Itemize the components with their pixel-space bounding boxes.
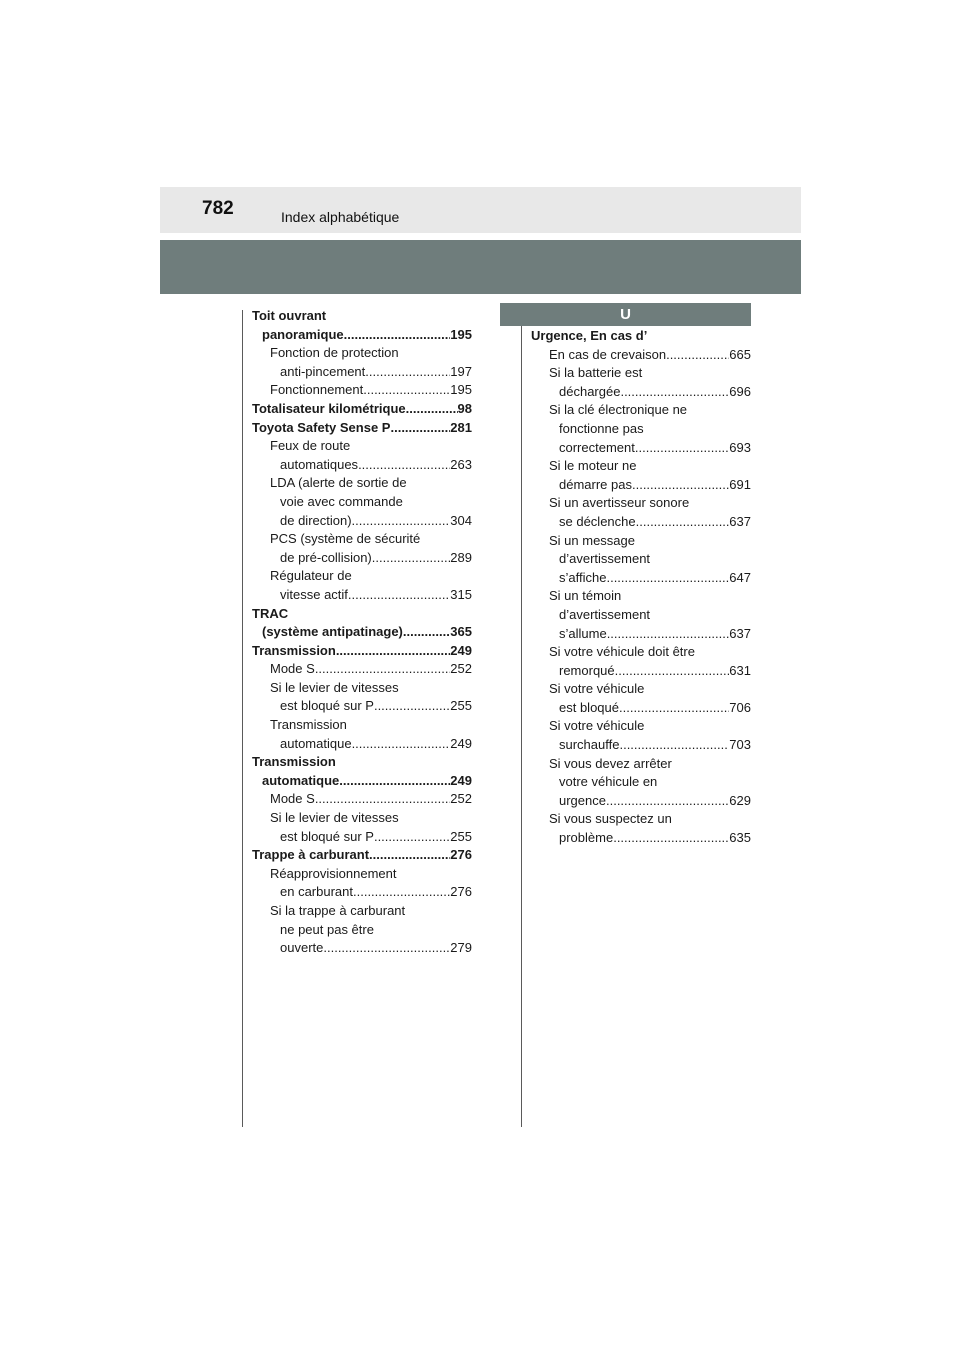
index-entry [531, 383, 751, 402]
index-entry [531, 773, 751, 792]
index-entry [531, 810, 751, 829]
dot-leader [372, 549, 451, 568]
dot-leader [344, 326, 451, 345]
entry-text: fonctionne pas [559, 420, 644, 436]
index-entry [252, 474, 472, 493]
index-column-right [531, 327, 751, 848]
index-entry [252, 493, 472, 512]
entry-text: est bloqué [559, 699, 619, 715]
index-entry [252, 883, 472, 902]
page-reference[interactable]: 315 [450, 586, 472, 602]
index-entry [531, 476, 751, 495]
dot-leader [352, 735, 451, 754]
page-reference[interactable]: 197 [450, 363, 472, 379]
index-entry [531, 606, 751, 625]
page-reference[interactable]: 255 [450, 828, 472, 844]
index-entry [252, 697, 472, 716]
page-reference[interactable]: 276 [450, 884, 472, 900]
entry-text: d’avertissement [559, 606, 651, 622]
index-entry [531, 346, 751, 365]
page-number: 782 [202, 198, 234, 219]
index-entry [252, 735, 472, 754]
entry-text: Si votre véhicule [549, 718, 645, 734]
dot-leader [403, 623, 450, 642]
page-reference[interactable]: 249 [450, 642, 472, 658]
index-entry [252, 809, 472, 828]
index-entry [531, 569, 751, 588]
entry-text: correctement [559, 439, 635, 455]
dot-leader [363, 381, 450, 400]
page-reference[interactable]: 365 [450, 624, 472, 640]
index-entry [252, 772, 472, 791]
entry-text: panoramique [262, 326, 344, 342]
dot-leader [369, 846, 450, 865]
entry-text: TRAC [252, 605, 289, 621]
dot-leader [339, 772, 450, 791]
index-entry [252, 586, 472, 605]
column-divider-left [242, 310, 243, 1127]
entry-text: Mode S [270, 661, 315, 677]
index-entry [252, 419, 472, 438]
entry-text: Transmission [252, 642, 336, 658]
index-entry [531, 717, 751, 736]
index-entry [252, 307, 472, 326]
dot-leader [635, 439, 729, 458]
entry-text: En cas de crevaison [549, 346, 667, 362]
dot-leader [365, 363, 450, 382]
entry-text: Si le levier de vitesses [270, 679, 399, 695]
entry-text: Réapprovisionnement [270, 865, 397, 881]
entry-text: de direction) [280, 512, 352, 528]
entry-text: voie avec commande [280, 493, 403, 509]
index-entry [531, 550, 751, 569]
entry-text: de pré-collision) [280, 549, 372, 565]
entry-text: d’avertissement [559, 551, 651, 567]
index-entry [252, 363, 472, 382]
page-reference[interactable]: 647 [729, 569, 751, 585]
entry-text: Toit ouvrant [252, 308, 327, 323]
page-reference[interactable]: 195 [450, 382, 472, 398]
index-entry [531, 532, 751, 551]
index-column-left [252, 307, 472, 958]
page-reference[interactable]: 693 [729, 439, 751, 455]
entry-text: Régulateur de [270, 568, 352, 584]
entry-text: démarre pas [559, 476, 632, 492]
index-entry [252, 530, 472, 549]
index-entry [531, 792, 751, 811]
entry-text: Si un témoin [549, 588, 622, 604]
index-entry [252, 679, 472, 698]
entry-text: déchargée [559, 383, 621, 399]
entry-text: Si votre véhicule doit être [549, 644, 695, 660]
page-reference[interactable]: 276 [450, 847, 472, 863]
index-entry [531, 364, 751, 383]
entry-text: remorqué [559, 662, 615, 678]
page-header [160, 187, 801, 233]
page-reference[interactable]: 252 [450, 791, 472, 807]
dot-leader [315, 790, 450, 809]
page-reference[interactable]: 631 [729, 662, 751, 678]
dot-leader [323, 939, 450, 958]
entry-text: Si vous devez arrêter [549, 755, 672, 771]
entry-text: ouverte [280, 940, 324, 956]
dot-leader [615, 662, 730, 681]
index-entry [252, 642, 472, 661]
entry-text: Urgence, En cas d’ [531, 328, 648, 343]
dot-leader [636, 513, 730, 532]
index-entry [252, 549, 472, 568]
entry-text: Trappe à carburant [252, 847, 370, 863]
entry-text: Si un message [549, 532, 635, 548]
index-entry [531, 699, 751, 718]
page-reference[interactable]: 249 [450, 735, 472, 751]
entry-text: en carburant [280, 884, 353, 900]
entry-text: Fonction de protection [270, 345, 399, 361]
entry-text: Transmission [270, 717, 347, 733]
dot-leader [390, 419, 450, 438]
dot-leader [619, 699, 729, 718]
index-entry [531, 401, 751, 420]
dot-leader [607, 625, 730, 644]
page-reference[interactable]: 98 [457, 400, 472, 416]
index-entry [531, 662, 751, 681]
entry-text: est bloqué sur P [280, 698, 374, 714]
dot-leader [606, 792, 729, 811]
entry-text: vitesse actif [280, 586, 348, 602]
dot-leader [374, 697, 450, 716]
index-entry [252, 865, 472, 884]
index-entry [252, 456, 472, 475]
entry-text: anti-pincement [280, 363, 366, 379]
entry-text: Fonctionnement [270, 382, 364, 398]
dot-leader [619, 736, 729, 755]
dot-leader [632, 476, 729, 495]
dot-leader [315, 660, 450, 679]
page-reference[interactable]: 665 [729, 346, 751, 362]
index-entry [531, 513, 751, 532]
entry-text: problème [559, 830, 614, 846]
dot-leader [666, 346, 729, 365]
index-entry [252, 660, 472, 679]
page-reference[interactable]: 289 [450, 549, 472, 565]
dot-leader [620, 383, 729, 402]
page-reference[interactable]: 249 [450, 772, 472, 788]
entry-text: (système antipatinage) [262, 624, 403, 640]
dot-leader [406, 400, 458, 419]
index-entry [252, 921, 472, 940]
dot-leader [606, 569, 729, 588]
dot-leader [348, 586, 450, 605]
entry-text: urgence [559, 792, 606, 808]
index-entry [531, 829, 751, 848]
dot-leader [336, 642, 450, 661]
dot-leader [358, 456, 450, 475]
index-entry [252, 437, 472, 456]
entry-text: s’affiche [559, 569, 607, 585]
column-divider-middle [521, 310, 522, 1127]
entry-text: surchauffe [559, 737, 620, 753]
index-entry [252, 939, 472, 958]
page-reference[interactable]: 637 [729, 625, 751, 641]
page-reference[interactable]: 706 [729, 699, 751, 715]
index-entry [531, 420, 751, 439]
index-entry [531, 587, 751, 606]
index-entry [252, 605, 472, 624]
index-entry [252, 902, 472, 921]
index-entry [531, 680, 751, 699]
entry-text: Si la trappe à carburant [270, 903, 406, 918]
entry-text: automatique [262, 772, 340, 788]
entry-text: s’allume [559, 625, 607, 641]
index-entry [531, 643, 751, 662]
page-reference[interactable]: 195 [450, 326, 472, 342]
entry-text: automatique [280, 735, 352, 751]
page-reference[interactable]: 279 [450, 940, 472, 956]
page-title: Index alphabétique [281, 209, 400, 225]
index-entry [252, 567, 472, 586]
entry-text: Feux de route [270, 438, 351, 454]
dot-leader [613, 829, 729, 848]
entry-text: Si le levier de vitesses [270, 810, 399, 826]
entry-text: Si la batterie est [549, 365, 643, 381]
index-entry [252, 623, 472, 642]
index-entry [252, 344, 472, 363]
page-reference[interactable]: 691 [729, 476, 751, 492]
page-reference[interactable]: 696 [729, 383, 751, 399]
page-reference[interactable]: 281 [450, 419, 472, 435]
entry-text: Toyota Safety Sense P [252, 419, 391, 435]
index-entry [252, 790, 472, 809]
index-entry [252, 753, 472, 772]
index-entry [252, 846, 472, 865]
page-reference[interactable]: 263 [450, 456, 472, 472]
index-entry [252, 326, 472, 345]
entry-text: Si le moteur ne [549, 458, 637, 474]
page-reference[interactable]: 635 [729, 830, 751, 846]
page-reference[interactable]: 637 [729, 513, 751, 529]
page-reference[interactable]: 703 [729, 737, 751, 753]
entry-text: Si la clé électronique ne [549, 402, 688, 418]
section-band [160, 240, 801, 294]
entry-text: votre véhicule en [559, 774, 658, 790]
dot-leader [374, 828, 450, 847]
index-entry [531, 457, 751, 476]
index-entry [252, 512, 472, 531]
entry-text: est bloqué sur P [280, 828, 374, 844]
entry-text: Si un avertisseur sonore [549, 495, 690, 511]
index-entry [531, 439, 751, 458]
index-entry [252, 716, 472, 735]
index-entry [252, 400, 472, 419]
entry-text: Transmission [252, 754, 336, 770]
page-reference[interactable]: 304 [450, 512, 472, 528]
entry-text: Mode S [270, 791, 315, 807]
dot-leader [352, 512, 451, 531]
entry-text: PCS (système de sécurité [270, 531, 421, 547]
entry-text: ne peut pas être [280, 921, 374, 937]
letter-heading: U [500, 303, 751, 326]
entry-text: Si vous suspectez un [549, 811, 672, 827]
index-entry [531, 494, 751, 513]
entry-text: LDA (alerte de sortie de [270, 475, 407, 491]
index-entry [531, 736, 751, 755]
page-reference[interactable]: 629 [729, 792, 751, 808]
page-reference[interactable]: 252 [450, 661, 472, 677]
index-entry [531, 625, 751, 644]
index-entry [252, 828, 472, 847]
page-reference[interactable]: 255 [450, 698, 472, 714]
entry-text: automatiques [280, 456, 359, 472]
entry-text: Totalisateur kilométrique [252, 400, 406, 416]
index-entry [252, 381, 472, 400]
index-entry [531, 755, 751, 774]
entry-text: se déclenche [559, 513, 636, 529]
index-entry [531, 327, 751, 346]
entry-text: Si votre véhicule [549, 681, 645, 697]
dot-leader [353, 883, 450, 902]
